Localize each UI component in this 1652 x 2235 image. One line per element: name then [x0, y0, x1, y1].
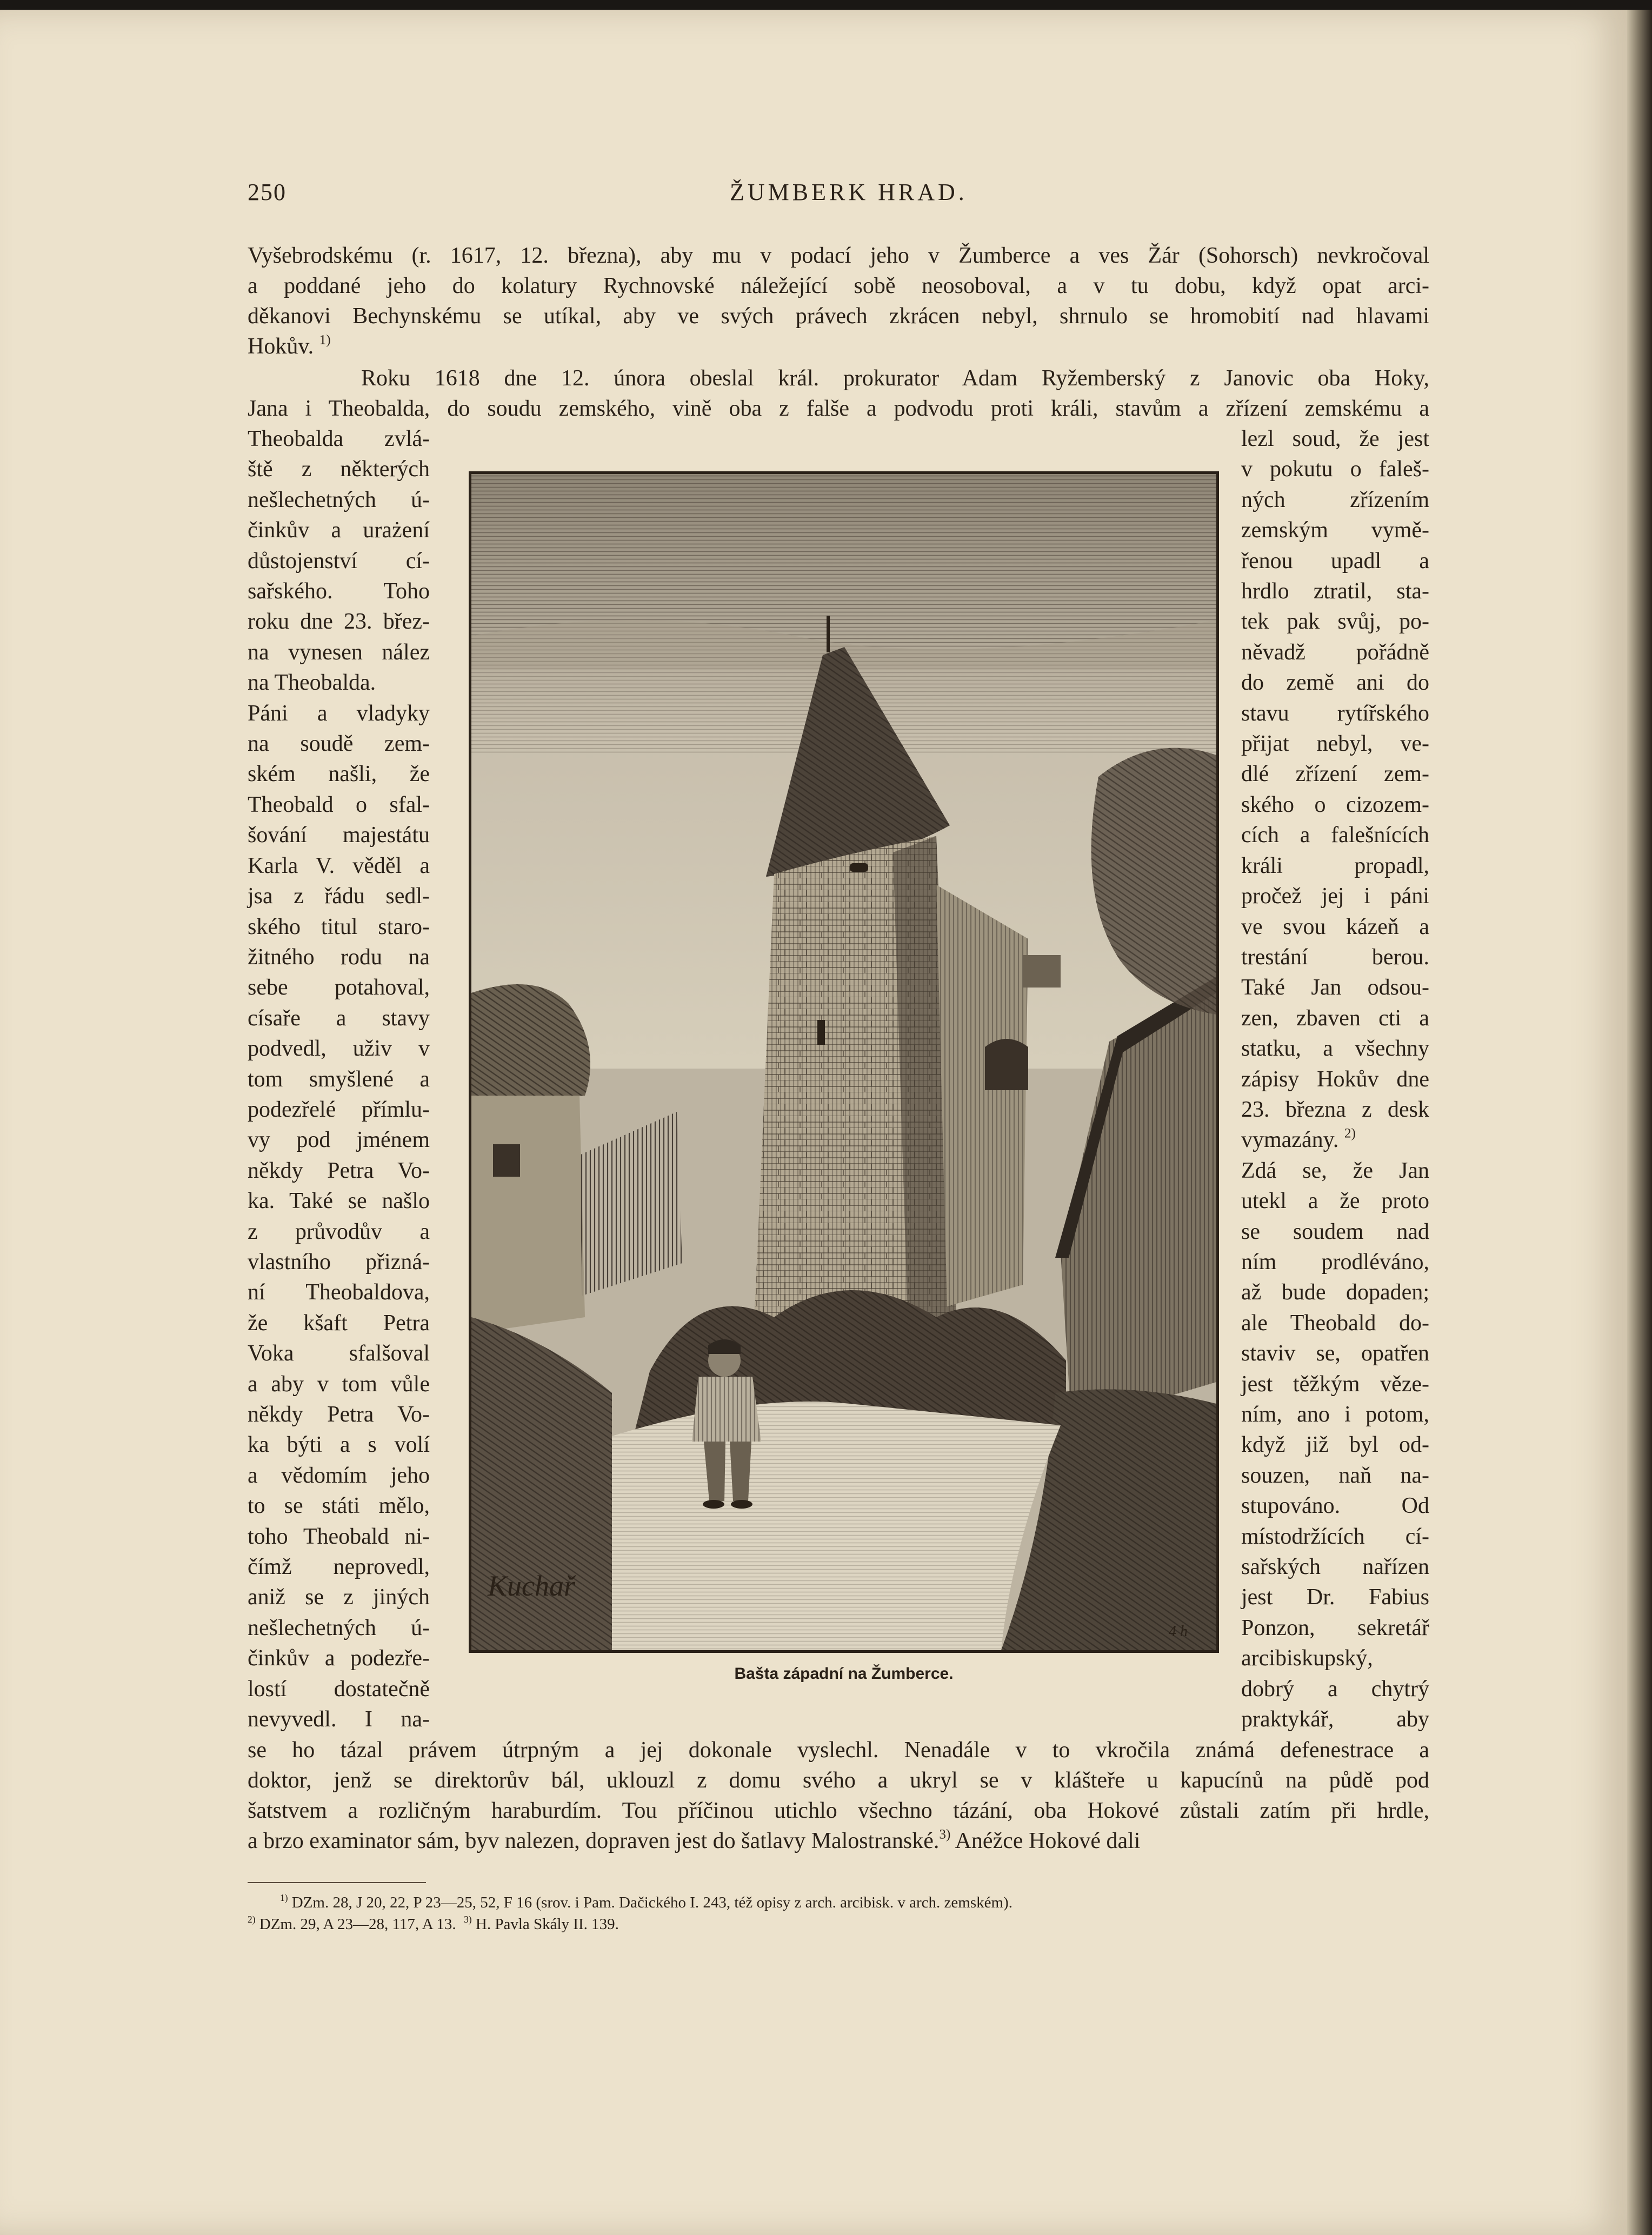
column-line: roku dne 23. břez-: [248, 609, 430, 635]
column-line: staviv se, opatřen: [1241, 1341, 1429, 1366]
text-line: Hokův. $^{1)}$: [248, 332, 331, 359]
column-line: na soudě zem-: [248, 731, 430, 757]
text-line: Roku 1618 dne 12. února obeslal král. prokurator Adam Ryžemberský z Janovic oba Hoky,: [361, 366, 1429, 391]
column-line: trestání berou.: [1241, 944, 1429, 970]
column-line: přijat nebyl, ve-: [1241, 731, 1429, 757]
column-line: Theobalda zvlá-: [248, 426, 430, 451]
footnote-rule: [248, 1882, 426, 1883]
column-line: sařských nařízen: [1241, 1555, 1429, 1580]
column-line: toho Theobald ni-: [248, 1524, 430, 1549]
footnotes: [248, 1892, 1429, 1935]
column-line: podezřelé přímlu-: [248, 1097, 430, 1122]
column-line: do země ani do: [1241, 670, 1429, 696]
column-line: ní Theobaldova,: [248, 1280, 430, 1305]
column-line: v pokutu o faleš-: [1241, 457, 1429, 482]
column-line: vlastního přizná-: [248, 1249, 430, 1275]
column-line: když již byl od-: [1241, 1432, 1429, 1458]
column-line: žitného rodu na: [248, 944, 430, 970]
footnote-ref[interactable]: 1): [319, 332, 331, 348]
text-line: a brzo examinator sám, byv nalezen, dopraven jest do šatlavy Malostranské.$^{3)}$ Anéžce Hokové dali: [248, 1827, 1141, 1853]
column-line: že kšaft Petra: [248, 1310, 430, 1336]
column-line: vy pod jménem: [248, 1127, 430, 1153]
column-line: souzen, naň na-: [1241, 1463, 1429, 1488]
text-line: Vyšebrodskému (r. 1617, 12. března), aby mu v podací jeho v Žumberce a ves Žár (Sohorsch) nevkročoval: [248, 243, 1429, 268]
column-line: stavu rytířského: [1241, 700, 1429, 726]
column-line: hrdlo ztratil, sta-: [1241, 579, 1429, 604]
column-line: zápisy Hokův dne: [1241, 1066, 1429, 1092]
column-line: nešlechetných ú-: [248, 1615, 430, 1640]
column-line: místodržících cí-: [1241, 1524, 1429, 1549]
column-line: tom smyšlené a: [248, 1066, 430, 1092]
column-line: Ponzon, sekretář: [1241, 1615, 1429, 1640]
running-title: ŽUMBERK HRAD.: [730, 179, 968, 205]
column-line: ka. Také se našlo: [248, 1189, 430, 1214]
column-line: řenou upadl a: [1241, 548, 1429, 573]
column-line: ka býti a s volí: [248, 1432, 430, 1458]
column-line: čímž neprovedl,: [248, 1555, 430, 1580]
column-line: se soudem nad: [1241, 1219, 1429, 1244]
column-line: Karla V. věděl a: [248, 853, 430, 878]
column-line: něvadž pořádně: [1241, 639, 1429, 665]
column-line: ve svou kázeň a: [1241, 914, 1429, 939]
footnote-1: $^{1)}$ DZm. 28, J 20, 22, P 23—25, 52, F 16 (srov. i Pam. Dačického I. 243, též opisy z arch. arcibisk. v arch. zemském).: [280, 1892, 1012, 1911]
text-line: Jana i Theobalda, do soudu zemského, vině oba z falše a podvodu proti králi, stavům a zřízení zemskému a: [248, 396, 1429, 421]
column-line: Voka sfalšoval: [248, 1341, 430, 1366]
column-line: ných zřízením: [1241, 487, 1429, 512]
column-line: ského o cizozem-: [1241, 792, 1429, 817]
column-line: stupováno. Od: [1241, 1493, 1429, 1519]
footnote-2-3: $^{2)}$ DZm. 29, A 23—28, 117, A 13. $^{3)}$ H. Pavla Skály II. 139.: [248, 1913, 619, 1933]
column-line: ale Theobald do-: [1241, 1310, 1429, 1336]
column-line: sařského. Toho: [248, 579, 430, 604]
tower-engraving-svg: [471, 474, 1216, 1650]
column-line: z průvodův a: [248, 1219, 430, 1244]
text-line: a poddané jeho do kolatury Rychnovské náležející sobě neosoboval, a v tu dobu, když opat arci-: [248, 273, 1429, 298]
column-line: 23. března z desk: [1241, 1097, 1429, 1122]
engraving-illustration: [469, 471, 1219, 1653]
column-line: statku, a všechny: [1241, 1036, 1429, 1062]
text-line: děkanovi Bechynskému se utíkal, aby ve svých právech zkrácen nebyl, shrnulo se hromobití nad hlavami: [248, 304, 1429, 329]
column-line: lezl soud, že jest: [1241, 426, 1429, 451]
text-line: doktor, jenž se direktorův bál, uklouzl z domu svého a ukryl se v klášteře u kapucínů na půdě pod: [248, 1768, 1429, 1793]
column-line: zemským vymě-: [1241, 518, 1429, 543]
column-line: někdy Petra Vo-: [248, 1158, 430, 1183]
column-line: aniž se z jiných: [248, 1585, 430, 1610]
column-line: nevyvedl. I na-: [248, 1707, 430, 1732]
artist-signature: Kuchař: [488, 1570, 575, 1602]
column-line: jest těžkým věze-: [1241, 1371, 1429, 1397]
column-line: ském našli, že: [248, 762, 430, 787]
column-line: podvedl, uživ v: [248, 1036, 430, 1062]
column-line: zen, zbaven cti a: [1241, 1005, 1429, 1031]
page-edge-shadow: [1627, 10, 1652, 2235]
text-line: šatstvem a rozličným haraburdím. Tou příčinou utichlo všechno tázání, oba Hokové zůstali zatím při hrdle,: [248, 1798, 1429, 1823]
column-line: jest Dr. Fabius: [1241, 1585, 1429, 1610]
paragraph-2: [248, 363, 1429, 424]
column-line: a vědomím jeho: [248, 1463, 430, 1488]
column-line: někdy Petra Vo-: [248, 1402, 430, 1427]
column-line: činkův a podezře-: [248, 1646, 430, 1671]
text-line: se ho tázal právem útrpným a jej dokonale vyslechl. Nenadále v to vkročila známá defenestrace a: [248, 1738, 1429, 1763]
corner-mark: 4 h: [1169, 1623, 1188, 1640]
column-line: utekl a že proto: [1241, 1189, 1429, 1214]
column-line: Theobald o sfal-: [248, 792, 430, 817]
left-text-column: [248, 424, 430, 1734]
footnote-ref[interactable]: 3): [939, 1827, 951, 1842]
column-line: důstojenství cí-: [248, 548, 430, 573]
column-line: dobrý a chytrý: [1241, 1676, 1429, 1702]
column-line: Také Jan odsou-: [1241, 975, 1429, 1000]
column-line: praktykář, aby: [1241, 1707, 1429, 1732]
column-line: nešlechetných ú-: [248, 487, 430, 512]
column-line: vymazány. $^{2)}$: [1241, 1126, 1356, 1153]
footnote-ref[interactable]: 2): [1344, 1126, 1356, 1141]
column-line: lostí dostatečně: [248, 1676, 430, 1702]
column-line: Zdá se, že Jan: [1241, 1158, 1429, 1183]
column-line: na Theobalda.: [248, 670, 376, 696]
column-line: ště z některých: [248, 457, 430, 482]
closing-paragraph: [248, 1735, 1429, 1856]
column-line: Páni a vladyky: [248, 700, 430, 726]
column-line: sebe potahoval,: [248, 975, 430, 1000]
column-line: králi propadl,: [1241, 853, 1429, 878]
column-line: to se státi mělo,: [248, 1493, 430, 1519]
column-line: šování majestátu: [248, 823, 430, 848]
column-line: arcibiskupský,: [1241, 1646, 1373, 1671]
column-line: cích a falešnících: [1241, 823, 1429, 848]
column-line: a aby v tom vůle: [248, 1371, 430, 1397]
figure-caption: Bašta západní na Žumberce.: [734, 1665, 954, 1683]
right-text-column: [1241, 424, 1429, 1734]
column-line: pročež jej i páni: [1241, 884, 1429, 909]
column-line: ním, ano i potom,: [1241, 1402, 1429, 1427]
column-line: dlé zřízení zem-: [1241, 762, 1429, 787]
column-line: ského titul staro-: [248, 914, 430, 939]
column-line: ním prodléváno,: [1241, 1249, 1429, 1275]
page-number: 250: [248, 179, 287, 205]
column-line: tek pak svůj, po-: [1241, 609, 1429, 635]
intro-paragraph: [248, 241, 1429, 362]
column-line: císaře a stavy: [248, 1005, 430, 1031]
column-line: až bude dopaden;: [1241, 1280, 1429, 1305]
column-line: činkův a urażení: [248, 518, 430, 543]
column-line: na vynesen nález: [248, 639, 430, 665]
column-line: jsa z řádu sedl-: [248, 884, 430, 909]
